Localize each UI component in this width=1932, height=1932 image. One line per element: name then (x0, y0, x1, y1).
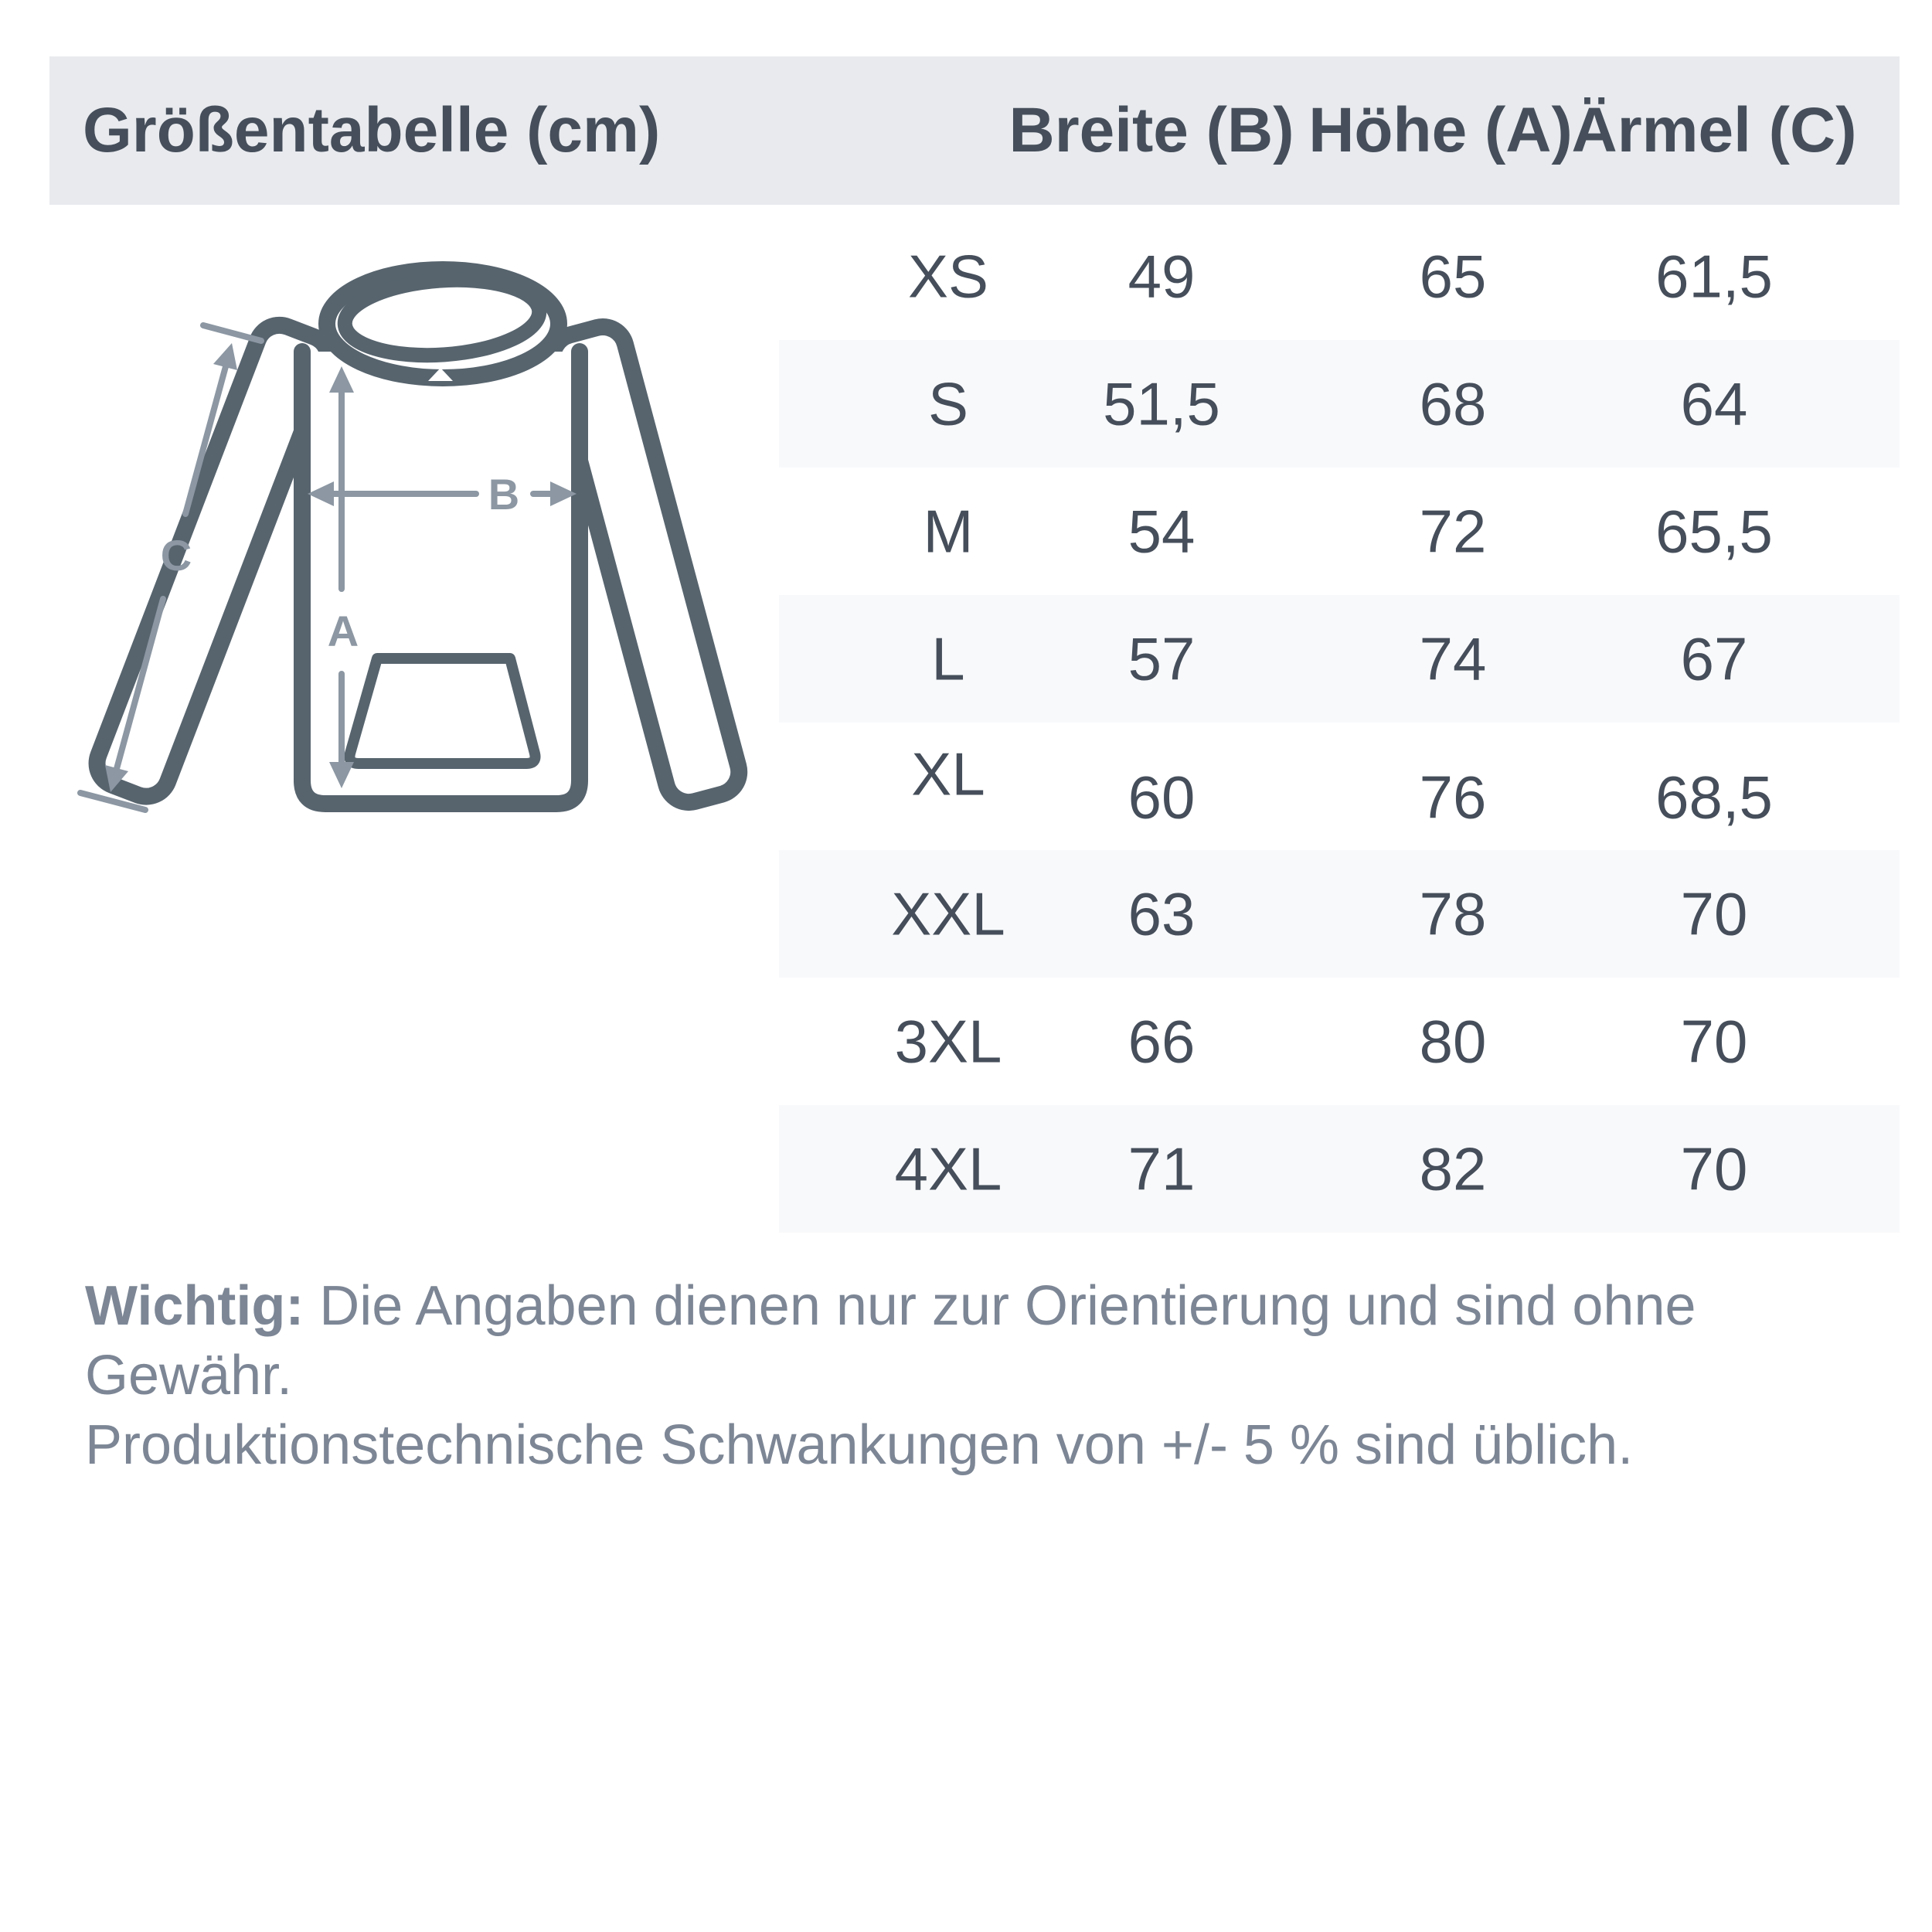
column-header-hoehe: Höhe (A) (1308, 95, 1573, 165)
aermel-value-cell: 61,5 (1655, 242, 1773, 310)
chart-title: Größentabelle (cm) (83, 95, 661, 165)
aermel-value-cell: 64 (1680, 369, 1748, 437)
column-header-aermel: Ärmel (C) (1571, 95, 1857, 165)
measure-label-b: B (488, 470, 520, 519)
breite-value-cell: 49 (1128, 242, 1196, 310)
size-label-cell: L (931, 624, 965, 692)
aermel-value-cell: 70 (1680, 879, 1748, 947)
breite-value-cell: 54 (1128, 497, 1196, 565)
table-row (779, 978, 1900, 1105)
aermel-value-cell: 67 (1680, 624, 1748, 692)
breite-value-cell: 60 (1128, 763, 1196, 831)
hoehe-value-cell: 78 (1419, 879, 1487, 947)
footer-important-label: Wichtig: (85, 1275, 304, 1337)
table-row (779, 213, 1900, 340)
footer-note (85, 1271, 1886, 1480)
hoehe-value-cell: 65 (1419, 242, 1487, 310)
footer-line-1-text: Die Angaben dienen nur zur Orientierung und sind ohne Gewähr. (85, 1275, 1696, 1406)
size-label-cell: XL (911, 740, 985, 808)
hoodie-pocket (349, 658, 535, 764)
size-label-cell: M (923, 497, 974, 565)
size-chart-header (49, 56, 1900, 205)
measure-label-c: C (160, 531, 192, 580)
breite-value-cell: 66 (1128, 1007, 1196, 1075)
footer-line-1 (85, 1271, 1886, 1410)
size-label-cell: XXL (891, 879, 1005, 947)
table-row (779, 850, 1900, 978)
hoehe-value-cell: 82 (1419, 1134, 1487, 1202)
breite-value-cell: 57 (1128, 624, 1196, 692)
hoehe-value-cell: 72 (1419, 497, 1487, 565)
aermel-value-cell: 68,5 (1655, 763, 1773, 831)
size-label-cell: S (927, 369, 969, 437)
table-row (779, 1105, 1900, 1233)
column-header-breite: Breite (B) (1009, 95, 1294, 165)
measure-label-a: A (327, 607, 359, 655)
table-row (779, 723, 1900, 850)
aermel-value-cell: 70 (1680, 1007, 1748, 1075)
aermel-value-cell: 70 (1680, 1134, 1748, 1202)
breite-value-cell: 71 (1128, 1134, 1196, 1202)
size-label-cell: 3XL (894, 1007, 1002, 1075)
table-row (779, 340, 1900, 468)
hoehe-value-cell: 76 (1419, 763, 1487, 831)
table-row (779, 468, 1900, 595)
size-label-cell: 4XL (894, 1134, 1002, 1202)
hoodie-measure-diagram (46, 201, 781, 1020)
hoehe-value-cell: 74 (1419, 624, 1487, 692)
hoehe-value-cell: 68 (1419, 369, 1487, 437)
aermel-value-cell: 65,5 (1655, 497, 1773, 565)
breite-value-cell: 63 (1128, 879, 1196, 947)
breite-value-cell: 51,5 (1103, 369, 1220, 437)
size-label-cell: XS (907, 242, 989, 310)
table-row (779, 595, 1900, 723)
hoehe-value-cell: 80 (1419, 1007, 1487, 1075)
footer-line-2: Produktionstechnische Schwankungen von +/- 5 % sind üblich. (85, 1414, 1634, 1476)
